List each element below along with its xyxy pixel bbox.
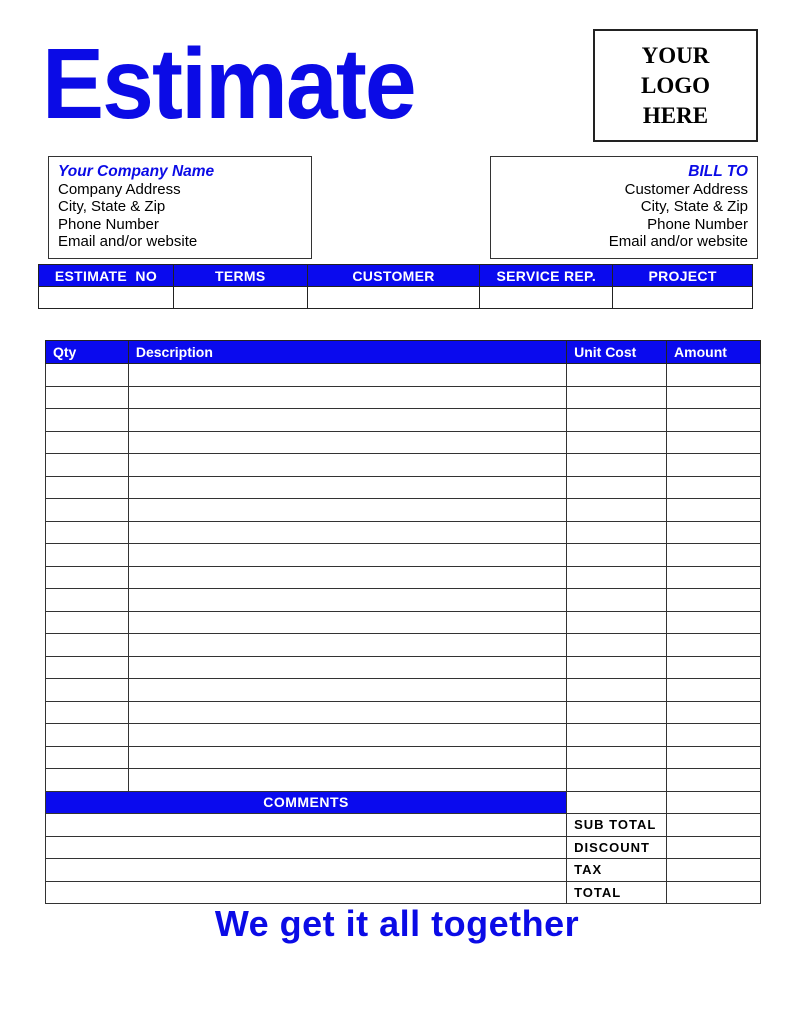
amount-cell[interactable] xyxy=(667,499,761,522)
estimate-info-table xyxy=(38,264,753,309)
qty-cell[interactable] xyxy=(46,746,129,769)
customer-phone[interactable]: Phone Number xyxy=(647,215,748,233)
description-header: Description xyxy=(128,341,566,364)
discount-row xyxy=(46,836,761,859)
estimate-info-header-row xyxy=(39,265,753,287)
unit-cost-cell[interactable] xyxy=(567,499,667,522)
qty-cell[interactable] xyxy=(46,656,129,679)
line-item-row xyxy=(46,656,761,679)
qty-cell[interactable] xyxy=(46,544,129,567)
line-item-row xyxy=(46,589,761,612)
tagline: We get it all together xyxy=(214,903,580,944)
qty-cell[interactable] xyxy=(46,679,129,702)
logo-placeholder[interactable] xyxy=(593,29,758,142)
description-cell[interactable] xyxy=(128,521,566,544)
unit-cost-cell[interactable] xyxy=(567,386,667,409)
customer-header: CUSTOMER xyxy=(307,265,480,287)
unit-cost-cell[interactable] xyxy=(567,544,667,567)
unit-cost-cell[interactable] xyxy=(567,409,667,432)
line-item-row xyxy=(46,769,761,792)
amount-cell[interactable] xyxy=(667,386,761,409)
qty-cell[interactable] xyxy=(46,476,129,499)
description-cell[interactable] xyxy=(128,656,566,679)
company-phone[interactable]: Phone Number xyxy=(58,215,159,233)
description-cell[interactable] xyxy=(128,769,566,792)
description-cell[interactable] xyxy=(128,611,566,634)
qty-cell[interactable] xyxy=(46,454,129,477)
description-cell[interactable] xyxy=(128,589,566,612)
bill-to-box[interactable] xyxy=(490,156,758,259)
comments-header: COMMENTS xyxy=(46,791,567,814)
comments-header-row xyxy=(46,791,761,814)
unit-cost-cell[interactable] xyxy=(567,431,667,454)
company-name[interactable]: Your Company Name xyxy=(58,163,215,180)
comment-line-1[interactable] xyxy=(46,814,567,837)
description-cell[interactable] xyxy=(128,476,566,499)
line-item-row xyxy=(46,679,761,702)
items-header-row xyxy=(46,341,761,364)
unit-cost-cell[interactable] xyxy=(567,769,667,792)
amount-cell[interactable] xyxy=(667,409,761,432)
customer-city-state-zip[interactable]: City, State & Zip xyxy=(640,198,748,216)
description-cell[interactable] xyxy=(128,386,566,409)
company-city-state-zip[interactable]: City, State & Zip xyxy=(58,198,166,216)
total-value[interactable] xyxy=(667,881,761,904)
logo-line-3: HERE xyxy=(642,102,709,128)
comment-line-3[interactable] xyxy=(46,859,567,882)
bill-to-heading: BILL TO xyxy=(688,163,748,180)
project-header: PROJECT xyxy=(613,265,753,287)
qty-cell[interactable] xyxy=(46,724,129,747)
qty-cell[interactable] xyxy=(46,611,129,634)
unit-cost-cell[interactable] xyxy=(567,476,667,499)
qty-cell[interactable] xyxy=(46,409,129,432)
total-label: TOTAL xyxy=(567,881,667,904)
description-cell[interactable] xyxy=(128,634,566,657)
qty-cell[interactable] xyxy=(46,634,129,657)
sub-total-label: SUB TOTAL xyxy=(567,814,667,837)
line-items-table xyxy=(45,340,761,904)
line-item-row xyxy=(46,386,761,409)
qty-cell[interactable] xyxy=(46,386,129,409)
discount-label: DISCOUNT xyxy=(567,836,667,859)
service-rep-field[interactable] xyxy=(480,287,613,309)
summary-blank-value[interactable] xyxy=(667,791,761,814)
tax-row xyxy=(46,859,761,882)
subtotal-row xyxy=(46,814,761,837)
unit-cost-cell[interactable] xyxy=(567,611,667,634)
amount-cell[interactable] xyxy=(667,566,761,589)
line-item-row xyxy=(46,499,761,522)
amount-cell[interactable] xyxy=(667,454,761,477)
description-cell[interactable] xyxy=(128,431,566,454)
sub-total-value[interactable] xyxy=(667,814,761,837)
line-item-row xyxy=(46,431,761,454)
qty-cell[interactable] xyxy=(46,589,129,612)
description-cell[interactable] xyxy=(128,679,566,702)
qty-cell[interactable] xyxy=(46,499,129,522)
line-item-row xyxy=(46,454,761,477)
estimate-no-header: ESTIMATE NO xyxy=(39,265,174,287)
amount-cell[interactable] xyxy=(667,589,761,612)
line-item-row xyxy=(46,566,761,589)
description-cell[interactable] xyxy=(128,364,566,387)
qty-cell[interactable] xyxy=(46,701,129,724)
description-cell[interactable] xyxy=(128,454,566,477)
description-cell[interactable] xyxy=(128,724,566,747)
line-item-row xyxy=(46,364,761,387)
unit-cost-cell[interactable] xyxy=(567,364,667,387)
company-address[interactable]: Company Address xyxy=(58,180,181,198)
unit-cost-cell[interactable] xyxy=(567,701,667,724)
amount-cell[interactable] xyxy=(667,746,761,769)
amount-cell[interactable] xyxy=(667,701,761,724)
terms-field[interactable] xyxy=(173,287,307,309)
unit-cost-header: Unit Cost xyxy=(567,341,667,364)
description-cell[interactable] xyxy=(128,499,566,522)
document-title: Estimate xyxy=(42,28,415,140)
line-item-row xyxy=(46,724,761,747)
unit-cost-cell[interactable] xyxy=(567,589,667,612)
description-cell[interactable] xyxy=(128,566,566,589)
amount-cell[interactable] xyxy=(667,364,761,387)
line-item-row xyxy=(46,611,761,634)
line-item-row xyxy=(46,701,761,724)
amount-cell[interactable] xyxy=(667,431,761,454)
unit-cost-cell[interactable] xyxy=(567,679,667,702)
project-field[interactable] xyxy=(613,287,753,309)
unit-cost-cell[interactable] xyxy=(567,454,667,477)
estimate-no-field[interactable] xyxy=(39,287,174,309)
qty-cell[interactable] xyxy=(46,566,129,589)
tax-value[interactable] xyxy=(667,859,761,882)
line-item-row xyxy=(46,746,761,769)
discount-value[interactable] xyxy=(667,836,761,859)
amount-cell[interactable] xyxy=(667,656,761,679)
line-item-row xyxy=(46,634,761,657)
line-item-row xyxy=(46,521,761,544)
amount-cell[interactable] xyxy=(667,544,761,567)
unit-cost-cell[interactable] xyxy=(567,521,667,544)
unit-cost-cell[interactable] xyxy=(567,566,667,589)
logo-line-2: LOGO xyxy=(640,72,710,98)
amount-cell[interactable] xyxy=(667,521,761,544)
total-row xyxy=(46,881,761,904)
unit-cost-cell[interactable] xyxy=(567,746,667,769)
description-cell[interactable] xyxy=(128,701,566,724)
estimate-info-value-row xyxy=(39,287,753,309)
line-item-row xyxy=(46,409,761,432)
qty-cell[interactable] xyxy=(46,431,129,454)
line-item-row xyxy=(46,476,761,499)
amount-cell[interactable] xyxy=(667,476,761,499)
service-rep-header: SERVICE REP. xyxy=(480,265,613,287)
customer-address[interactable]: Customer Address xyxy=(624,180,748,198)
comment-line-2[interactable] xyxy=(46,836,567,859)
qty-header: Qty xyxy=(46,341,129,364)
customer-email-web[interactable]: Email and/or website xyxy=(608,233,748,251)
description-cell[interactable] xyxy=(128,544,566,567)
comment-line-4[interactable] xyxy=(46,881,567,904)
line-item-row xyxy=(46,544,761,567)
terms-header: TERMS xyxy=(173,265,307,287)
logo-line-1: YOUR xyxy=(641,42,710,68)
amount-cell[interactable] xyxy=(667,634,761,657)
customer-field[interactable] xyxy=(307,287,480,309)
company-email-web[interactable]: Email and/or website xyxy=(58,233,198,251)
amount-cell[interactable] xyxy=(667,769,761,792)
company-info-box[interactable] xyxy=(48,156,312,259)
qty-cell[interactable] xyxy=(46,364,129,387)
amount-cell[interactable] xyxy=(667,611,761,634)
unit-cost-cell[interactable] xyxy=(567,634,667,657)
tax-label: TAX xyxy=(567,859,667,882)
qty-cell[interactable] xyxy=(46,521,129,544)
unit-cost-cell[interactable] xyxy=(567,656,667,679)
summary-blank-label xyxy=(567,791,667,814)
amount-cell[interactable] xyxy=(667,724,761,747)
amount-header: Amount xyxy=(667,341,761,364)
description-cell[interactable] xyxy=(128,409,566,432)
unit-cost-cell[interactable] xyxy=(567,724,667,747)
amount-cell[interactable] xyxy=(667,679,761,702)
qty-cell[interactable] xyxy=(46,769,129,792)
description-cell[interactable] xyxy=(128,746,566,769)
